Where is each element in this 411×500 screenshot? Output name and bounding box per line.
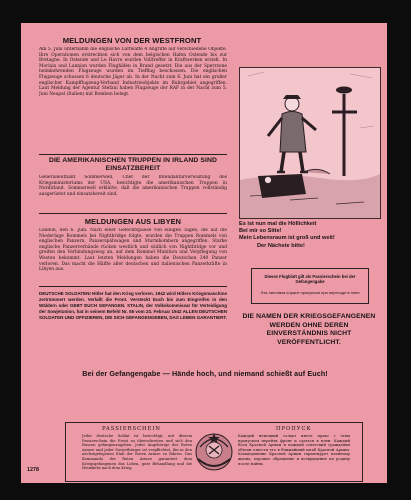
propusk-title: ПРОПУСК: [276, 426, 312, 432]
caption-line: Es ist nun mal die Höllichkeit: [239, 221, 317, 227]
pass-stamp-box: [251, 268, 369, 304]
leaflet-page: [21, 23, 387, 483]
divider: [39, 213, 227, 214]
prisoner-notice: DIE NAMEN DER KRIEGSGEFANGENEN WERDEN OHNE DEREN EINVERSTÄNDNIS NICHT VERÖFFENTLICHT.: [242, 313, 376, 346]
leaflet-number: 1278: [27, 467, 39, 473]
divider: [39, 154, 227, 155]
divider: [39, 286, 227, 287]
cartoon-illustration: [239, 67, 381, 219]
propusk-russian-text: Каждый немецкий солдат имеет право с этим пропуском перейти фронт и сдаться в плен. Каждый боец Красной Армии и каждый советский гражданин обязан отвести его в ближайший штаб Красной Армии. Командование Красной Армии гарантирует пленному жизнь, хорошее обращение и возвращение на родину после войны.: [238, 434, 350, 466]
caption-line: Mein Lebensraum ist groß und weit!: [239, 235, 335, 242]
libya-text: London, den 6. Juni. Nach einer Gefechtspause von einigen Tagen, die auf die Niederlage Rommels bei Nightbridge folgte, wurden die Truppen Rommels von englischen Panzern, Panzerspähwagen und Sturmbombern angegriffen. Starke englische Panzerverbände rücken westlich und südlich von Nightbridge vor und greifen den Verbindungsweg an, auf dem Rommel Munition und Verpflegung von Westen bekommt. Laut letzten Meldungen haben die Deutschen 240 Panzer verloren. Das macht die Hälfte aller deutschen und italienischen Panzerkräfte in Libyen aus.: [39, 228, 227, 273]
surrender-slogan: Bei der Gefangengabe — Hände hoch, und niemand schießt auf Euch!: [82, 369, 328, 378]
soviet-emblem-icon: [190, 429, 238, 475]
passierschein-german-text: Jeder deutsche Soldat ist berechtigt, mit diesem Passierschein die Front zu überschreiten und sich den Russen gefangenzugeben. Jeder Angehörige der Roten Armee und jeder Sowjetbürger ist verpflichtet, ihn in den nächstgelegenen Stab der Roten Armee zu führen. Das Kommando der Roten Armee garantiert dem Kriegsgefangenen das Leben, gute Behandlung und die Heimkehr nach dem Krieg.: [82, 434, 192, 471]
appeal-text: DEUTSCHE SOLDATEN! Hitler hat den Krieg verloren. 1942 wird Hitlers Kriegsmaschine zertrümmert werden. Verlaßt die Front. Versteckt Euch bis zum Eingreifen in den Wäldern oder GEBT EUCH GEFANGEN. STALIN, der Volkskommissar für Verteidigung der Sowjetunion, hat in seinem Befehl Nr. 55 vom 23. Februar 1942 ALLEN DEUTSCHEN SOLDATEN UND OFFIZIEREN, DIE SICH GEFANGENGEBEN, DAS LEBEN GARANTIERT.: [39, 291, 227, 320]
stamp-german-text: Dieses Flugblatt gilt als Passierschein bei der Gefangengabe: [264, 274, 356, 284]
caption-line: Der Nächste bitte!: [257, 242, 305, 249]
ireland-heading: DIE AMERIKANISCHEN TRUPPEN IN IRLAND SIND EINSATZBEREIT: [48, 157, 218, 173]
caption-line: Bei mir so Sitte!: [239, 228, 282, 235]
cartoon-drawing: [240, 68, 380, 218]
westfront-text: Am 5. Juni unternahm die englische Luftwaffe 4 Angriffe auf verschiedene Objekte. Ihre Operationen erstreckten sich von dem belgischen Hafen Ostende bis zur Bretagne. In Ostende und Le Havre wurden Volltreffer in Kraftwerken erzielt. In Morlaix und Lannion wurden Flughäfen in Brand gesetzt. Die aus der Sperrzone heimkehrenden Flugzeuge wurden im Tiefflug beschossen. Die englischen Flugzeuge schossen 6 deutsche Jäger ab. In der Nacht zum 6. Juni hat ein großer englischer Kampfflugzeug-Verband Industrieobjekte im Ruhrgebiet angegriffen. Laut Meldung der Agentur Stefani haben Flugzeuge der RAF in der Nacht zum 5. Juni Neapel (Italien) mit Bomben belegt.: [39, 47, 227, 97]
stamp-russian-text: Эта листовка служит пропуском при переходе в плен: [260, 290, 360, 295]
libya-heading: MELDUNGEN AUS LIBYEN: [84, 217, 182, 226]
cartoon-caption: [239, 221, 379, 250]
westfront-heading: MELDUNGEN VON DER WESTFRONT: [62, 36, 202, 45]
passierschein-box: [65, 422, 363, 482]
ireland-text: Generalleutnant Sommerwell, Chef der Intendanturverwaltung des Kriegsministeriums der USA, besichtigte die amerikanischen Truppen in Nordirland. Sommerwell erklärte, daß die amerikanischen Truppen vollständig ausgerüstet und einsatzbereit sind.: [39, 175, 227, 197]
passierschein-title: PASSIERSCHEIN: [102, 426, 161, 432]
